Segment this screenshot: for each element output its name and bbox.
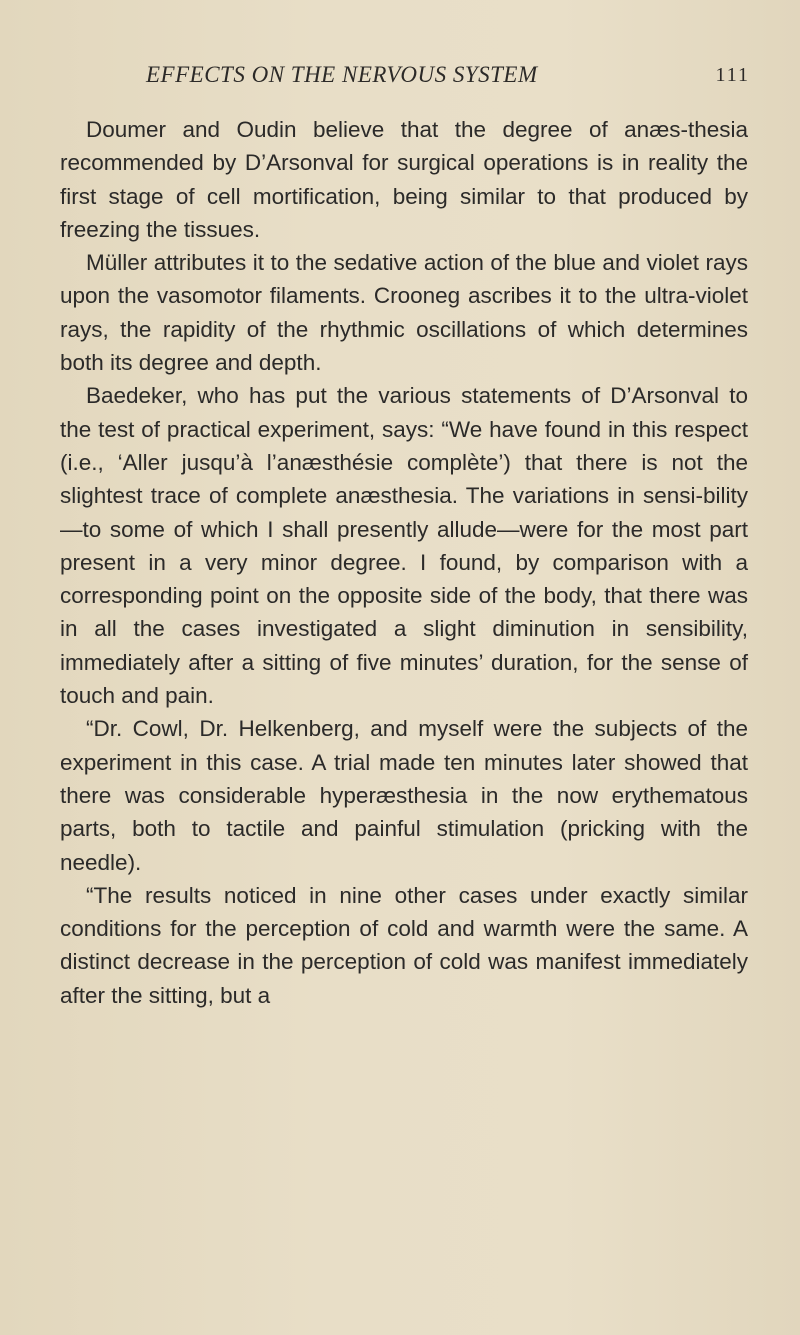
body-text <box>60 113 748 1012</box>
running-title: EFFECTS ON THE NERVOUS SYSTEM <box>146 62 538 87</box>
page-header <box>60 62 750 92</box>
paragraph: “Dr. Cowl, Dr. Helkenberg, and myself were the subjects of the experiment in this case. A trial made ten minutes later showed that there was considerable hyperæsthesia in the now erythematous parts, both to tactile and painful stimulation (pricking with the needle). <box>60 716 748 875</box>
paragraph: Doumer and Oudin believe that the degree of anæs-thesia recommended by D’Arsonval for surgical operations is in reality the first stage of cell mortification, being similar to that produced by freezing the tissues. <box>60 117 748 242</box>
paragraph: “The results noticed in nine other cases under exactly similar conditions for the perception of cold and warmth were the same. A distinct decrease in the perception of cold was manifest immediately after the sitting, but a <box>60 882 748 1008</box>
paragraph: Müller attributes it to the sedative action of the blue and violet rays upon the vasomotor filaments. Crooneg ascribes it to the ultra-violet rays, the rapidity of the rhythmic oscillations of which determines both its degree and depth. <box>60 250 748 376</box>
paragraph: Baedeker, who has put the various statements of D’Arsonval to the test of practical experiment, says: “We have found in this respect (i.e., ‘Aller jusqu’à l’anæsthésie complète’) that there is not the slightest trace of complete anæsthesia. The variations in sensi-bility—to some of which I shall presently allude—were for the most part present in a very minor degree. I found, by comparison with a corresponding point on the opposite side of the body, that there was in all the cases investigated a slight diminution in sensibility, immediately after a sitting of five minutes’ duration, for the sense of touch and pain. <box>60 383 748 709</box>
page-number: 111 <box>715 64 750 86</box>
